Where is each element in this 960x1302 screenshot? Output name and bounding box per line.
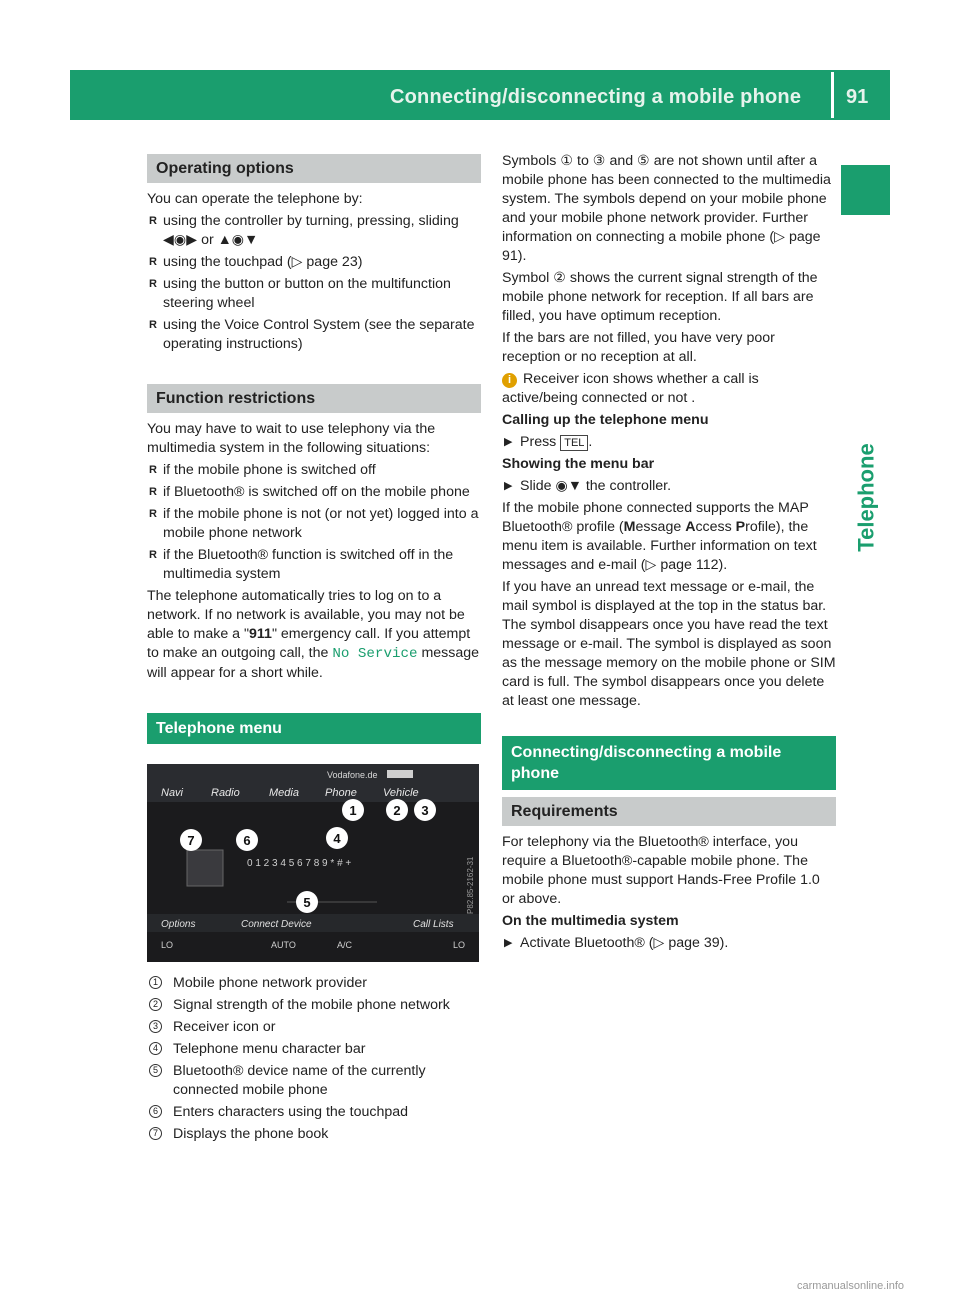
screen-status: AUTO <box>271 940 296 950</box>
signal-paragraph: Symbol ② shows the current signal strength of the mobile phone network for reception. If all bars are filled, you have optimum reception. <box>502 270 818 324</box>
screen-status: A/C <box>337 940 353 950</box>
legend-item: 2 Signal strength of the mobile phone network <box>147 996 481 1015</box>
page-number: 91 <box>846 86 869 108</box>
screen-tab: Navi <box>161 787 184 799</box>
screen-bottom: Call Lists <box>413 919 454 930</box>
callout-1: 1 <box>349 803 357 818</box>
list-item: R using the Voice Control System (see the separate operating instructions) <box>147 316 481 354</box>
provider-label: Vodafone.de <box>327 770 378 780</box>
restrictions-intro: You may have to wait to use telephony via the multimedia system in the following situations: <box>147 421 436 456</box>
screen-tab: Radio <box>211 787 240 799</box>
legend-item: 3 Receiver icon or <box>147 1018 481 1037</box>
header-divider <box>831 72 834 118</box>
calling-heading: Calling up the telephone menu <box>502 412 709 428</box>
chapter-tab <box>841 165 890 215</box>
mail-paragraph: If you have an unread text message or e-mail, the mail symbol is displayed at the top in the status bar. The symbol disappears once you have read the text message or e-mail. The symbol is displayed as soon as the message memory on the mobile phone or SIM card is full. The symbol disappears once you delete at least one message. <box>502 579 836 709</box>
screen-status: LO <box>161 940 174 950</box>
section-heading-operating-options: Operating options <box>147 154 481 183</box>
callout-3: 3 <box>421 803 429 818</box>
info-note: i Receiver icon shows whether a call is active/being connected or not . <box>502 371 759 406</box>
legend-item: 4 Telephone menu character bar <box>147 1040 481 1059</box>
screen-tab: Vehicle <box>383 787 419 799</box>
screen-status: LO <box>453 940 466 950</box>
map-paragraph: If the mobile phone connected supports the MAP Bluetooth® profile (Message Access Profile), the menu item is available. Further information on text messages and e-mail (▷ page 112). <box>502 500 817 573</box>
legend-item: 6 Enters characters using the touchpad <box>147 1103 481 1122</box>
step-item: ▶ Activate Bluetooth® (▷ page 39). <box>502 934 836 953</box>
requirements-paragraph: For telephony via the Bluetooth® interface, you require a Bluetooth®-capable mobile phone. The mobile phone must support Hands-Free Profile 1.0 or above. <box>502 834 820 907</box>
list-item: R if the Bluetooth® function is switched off in the multimedia system <box>147 546 481 584</box>
page-header-title: Connecting/disconnecting a mobile phone <box>390 86 802 108</box>
site-watermark: carmanualsonline.info <box>797 1280 905 1292</box>
section-heading-function-restrictions: Function restrictions <box>147 384 481 413</box>
legend-item: 7 Displays the phone book <box>147 1125 481 1144</box>
list-item <box>147 275 481 313</box>
callout-6: 6 <box>243 833 251 848</box>
list-item: R using the touchpad (▷ page 23) <box>147 253 481 272</box>
multimedia-heading: On the multimedia system <box>502 913 679 929</box>
screen-illustration <box>147 764 479 962</box>
callout-7: 7 <box>187 833 195 848</box>
step-item: ▶ Slide ◉▼ the controller. <box>502 477 836 496</box>
restrictions-paragraph: The telephone automatically tries to log on to a network. If no network is available, you may not be able to make a "911" emergency call. If you attempt to make an outgoing call, the No Service message will appear for a short while. <box>147 588 480 681</box>
right-column <box>502 152 836 956</box>
symbols-paragraph: Symbols ① to ③ and ⑤ are not shown until after a mobile phone has been connected to the multimedia system. The symbols depend on your mobile phone and your mobile phone network provider. Further information on connecting a mobile phone (▷ page 91). <box>502 153 831 264</box>
bars-paragraph: If the bars are not filled, you have very poor reception or no reception at all. <box>502 330 775 365</box>
step-item: ▶ Press TEL . <box>502 433 836 452</box>
callout-4: 4 <box>333 831 341 846</box>
info-icon: i <box>502 373 517 388</box>
callout-5: 5 <box>303 895 311 910</box>
list-item: R if Bluetooth® is switched off on the mobile phone <box>147 483 481 502</box>
section-heading-connecting: Connecting/disconnecting a mobile phone <box>502 736 836 790</box>
character-bar: 0 1 2 3 4 5 6 7 8 9 * # + <box>247 858 352 869</box>
screen-bottom: Connect Device <box>241 919 312 930</box>
left-column <box>147 154 481 1147</box>
legend-item: 1 Mobile phone network provider <box>147 974 481 993</box>
section-heading-requirements: Requirements <box>502 797 836 826</box>
no-service-message: No Service <box>332 646 418 662</box>
legend-item: 5 Bluetooth® device name of the currently connected mobile phone <box>147 1062 481 1100</box>
emergency-number: 911 <box>249 626 272 642</box>
operating-intro: You can operate the telephone by: <box>147 191 363 207</box>
section-heading-telephone-menu: Telephone menu <box>147 713 481 744</box>
chapter-label: Telephone <box>853 443 879 552</box>
showing-heading: Showing the menu bar <box>502 456 655 472</box>
screen-tab: Phone <box>325 787 357 799</box>
screen-tab: Media <box>269 787 299 799</box>
list-item: R using the controller by turning, pressing, sliding ◀◉▶ or ▲◉▼ <box>147 212 481 250</box>
figure-code: P82.85-2162-31 <box>466 856 475 914</box>
tel-key-icon: TEL <box>560 435 588 451</box>
screen-bottom: Options <box>161 919 196 930</box>
list-item: R if the mobile phone is switched off <box>147 461 481 480</box>
steering-wheel-buttons-text: using the button or button on the multifunction steering wheel <box>163 276 451 311</box>
list-item: R if the mobile phone is not (or not yet) logged into a mobile phone network <box>147 505 481 543</box>
callout-2: 2 <box>393 803 401 818</box>
telephone-menu-screenshot <box>147 764 479 962</box>
